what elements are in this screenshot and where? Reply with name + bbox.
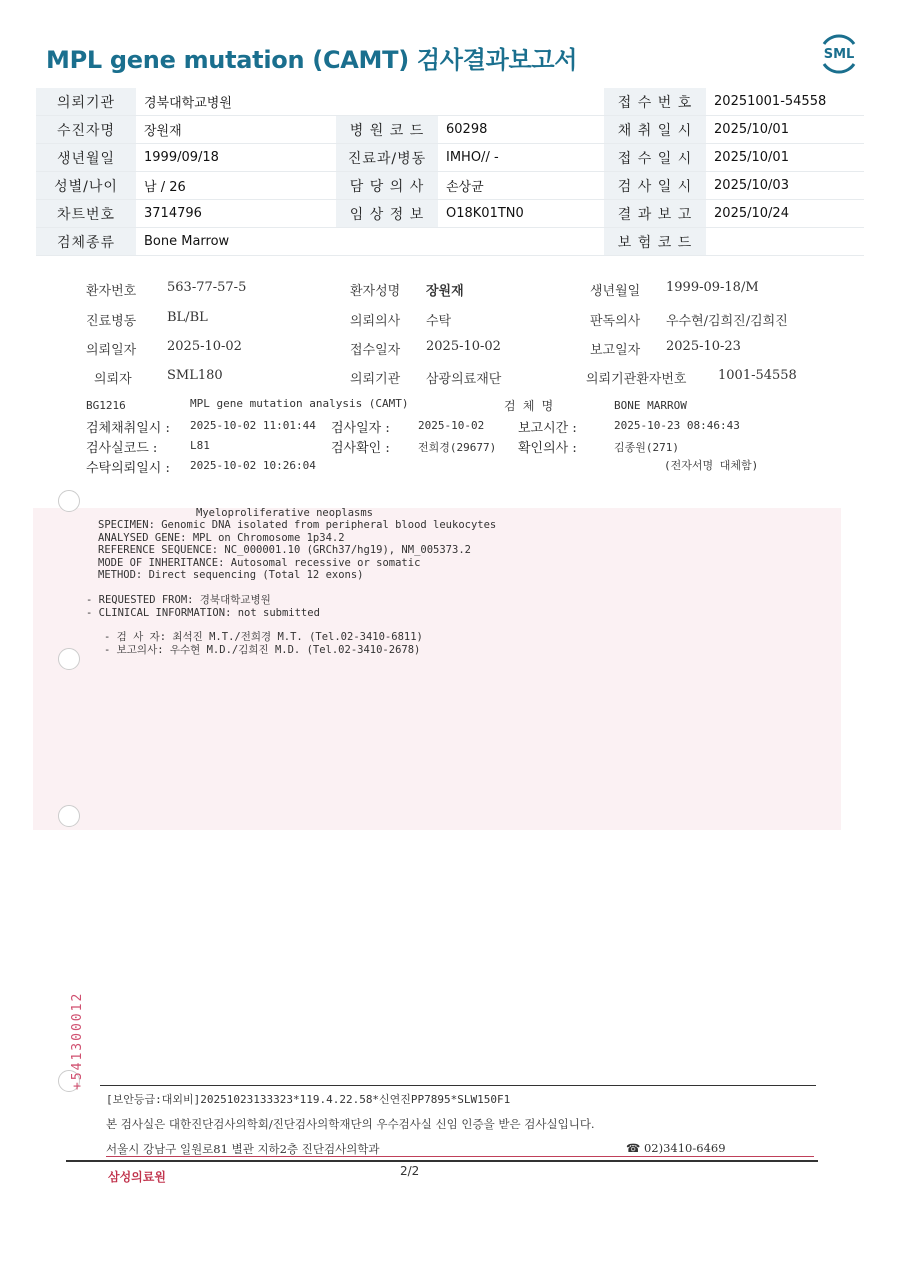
value-requesting-org: 경북대학교병원: [136, 88, 604, 116]
value-specimen-collect-time: 2025-10-02 11:01:44: [190, 419, 316, 432]
certification-note: 본 검사실은 대한진단검사의학회/진단검사의학재단의 우수검사실 신임 인증을 받은 검사실입니다.: [106, 1117, 595, 1131]
value-receipt-no: 20251001-54558: [706, 88, 864, 116]
divider: [106, 1156, 814, 1157]
value-test-date: 2025/10/03: [706, 172, 864, 200]
value-dob-sex: 1999-09-18/M: [666, 280, 759, 295]
label-collection-date: 채 취 일 시: [604, 116, 706, 144]
value-report-date: 2025-10-23: [666, 339, 741, 354]
value-lab-code: L81: [190, 439, 210, 452]
label-consign-time: 수탁의뢰일시 :: [86, 461, 170, 476]
value-exam-confirm: 전희경(29677): [418, 441, 497, 454]
label-dob-sex: 생년월일: [590, 284, 641, 299]
info-row: [36, 200, 864, 228]
value-requesting-institution: 삼광의료재단: [426, 372, 502, 387]
page-number: 2/2: [400, 1164, 420, 1178]
info-row: [36, 116, 864, 144]
e-signature-note: (전자서명 대체함): [664, 459, 759, 472]
lab-address: 서울시 강남구 일원로81 별관 지하2층 진단검사의학과: [106, 1142, 380, 1156]
barcode-number: +541300012: [70, 991, 85, 1090]
value-request-date: 2025-10-02: [167, 339, 242, 354]
lab-phone: ☎ 02)3410-6469: [626, 1141, 726, 1155]
label-receive-date: 접수일자: [350, 343, 401, 358]
value-patient-no: 563-77-57-5: [167, 280, 247, 295]
value-sex-age: 남 / 26: [136, 172, 336, 200]
label-ward: 진료병동: [86, 314, 137, 329]
test-name: MPL gene mutation analysis (CAMT): [190, 397, 409, 410]
sml-logo: [816, 30, 862, 76]
label-patient-fullname: 환자성명: [350, 284, 401, 299]
value-reading-doctor: 우수현/김희진/김희진: [666, 314, 788, 329]
label-requesting-institution: 의뢰기관: [350, 372, 401, 387]
order-info-table: [36, 88, 864, 256]
label-receipt-date: 접 수 일 시: [604, 144, 706, 172]
divider: [66, 1160, 818, 1162]
label-request-date: 의뢰일자: [86, 343, 137, 358]
value-institution-patient-no: 1001-54558: [718, 368, 797, 383]
report-heading: Myeloproliferative neoplasms: [196, 507, 374, 519]
divider: [100, 1085, 816, 1086]
value-physician: 손상균: [438, 172, 604, 200]
value-patient-fullname: 장원재: [426, 284, 464, 299]
label-reading-doctor: 판독의사: [590, 314, 641, 329]
value-specimen-type: Bone Marrow: [136, 228, 604, 256]
hospital-logo-text: 삼성의료원: [108, 1170, 166, 1184]
value-specimen-name: BONE MARROW: [614, 399, 687, 412]
info-row: [36, 88, 864, 116]
label-chart-no: 차트번호: [36, 200, 136, 228]
value-requester: SML180: [167, 368, 223, 383]
value-chart-no: 3714796: [136, 200, 336, 228]
value-exam-date: 2025-10-02: [418, 419, 485, 432]
value-report-time: 2025-10-23 08:46:43: [614, 419, 740, 432]
label-exam-confirm: 검사확인 :: [331, 441, 390, 456]
binder-hole: [58, 490, 80, 512]
logo-text: SML: [823, 47, 855, 62]
binder-hole: [58, 648, 80, 670]
label-requester: 의뢰자: [94, 372, 132, 387]
label-specimen-collect-time: 검체채취일시 :: [86, 421, 170, 436]
label-report-date: 보고일자: [590, 343, 641, 358]
value-patient-name: 장원재: [136, 116, 336, 144]
report-specimen-details: SPECIMEN: Genomic DNA isolated from peripheral blood leukocytes ANALYSED GENE: MPL on Chromosome 1p34.2 REFERENCE SEQUENCE: NC_000001.10 (GRCh37/hg19), NM_005373.2 MODE OF INHERITANCE: Autosomal recessive or somatic METHOD: Direct sequencing (Total 12 exons): [98, 519, 497, 582]
label-patient-no: 환자번호: [86, 284, 137, 299]
label-specimen-type: 검체종류: [36, 228, 136, 256]
value-confirm-doctor: 김종원(271): [614, 441, 679, 454]
label-patient-name: 수진자명: [36, 116, 136, 144]
label-physician: 담 당 의 사: [336, 172, 438, 200]
label-exam-date: 검사일자 :: [331, 421, 390, 436]
report-staff: - 검 사 자: 최석진 M.T./전희경 M.T. (Tel.02-3410-6811) - 보고의사: 우수현 M.D./김희진 M.D. (Tel.02-3410-2678): [104, 631, 423, 656]
value-birthdate: 1999/09/18: [136, 144, 336, 172]
test-code: BG1216: [86, 399, 126, 412]
info-row: [36, 172, 864, 200]
label-clinical-info: 임 상 정 보: [336, 200, 438, 228]
value-collection-date: 2025/10/01: [706, 116, 864, 144]
label-lab-code: 검사실코드 :: [86, 441, 158, 456]
value-result-report: 2025/10/24: [706, 200, 864, 228]
value-insurance-code: [706, 228, 864, 256]
value-receipt-date: 2025/10/01: [706, 144, 864, 172]
label-confirm-doctor: 확인의사 :: [518, 441, 577, 456]
value-hospital-code: 60298: [438, 116, 604, 144]
binder-hole: [58, 805, 80, 827]
label-department: 진료과/병동: [336, 144, 438, 172]
value-consign-time: 2025-10-02 10:26:04: [190, 459, 316, 472]
info-row: [36, 228, 864, 256]
label-birthdate: 생년월일: [36, 144, 136, 172]
label-institution-patient-no: 의뢰기관환자번호: [586, 372, 687, 387]
value-clinical-info: O18K01TN0: [438, 200, 604, 228]
value-receive-date: 2025-10-02: [426, 339, 501, 354]
label-insurance-code: 보 험 코 드: [604, 228, 706, 256]
label-requesting-org: 의뢰기관: [36, 88, 136, 116]
value-department: IMHO// -: [438, 144, 604, 172]
info-row: [36, 144, 864, 172]
label-specimen-name: 검 체 명: [504, 399, 554, 413]
security-grade: [보안등급:대외비]20251023133323*119.4.22.58*신연진PP7895*SLW150F1: [106, 1093, 511, 1106]
label-test-date: 검 사 일 시: [604, 172, 706, 200]
report-request-info: - REQUESTED FROM: 경북대학교병원 - CLINICAL INFORMATION: not submitted: [86, 594, 320, 619]
label-referring-doctor: 의뢰의사: [350, 314, 401, 329]
label-receipt-no: 접 수 번 호: [604, 88, 706, 116]
value-ward: BL/BL: [167, 310, 208, 325]
value-referring-doctor: 수탁: [426, 314, 452, 329]
label-hospital-code: 병 원 코 드: [336, 116, 438, 144]
label-report-time: 보고시간 :: [518, 421, 577, 436]
label-sex-age: 성별/나이: [36, 172, 136, 200]
label-result-report: 결 과 보 고: [604, 200, 706, 228]
report-title: MPL gene mutation (CAMT) 검사결과보고서: [46, 46, 578, 74]
